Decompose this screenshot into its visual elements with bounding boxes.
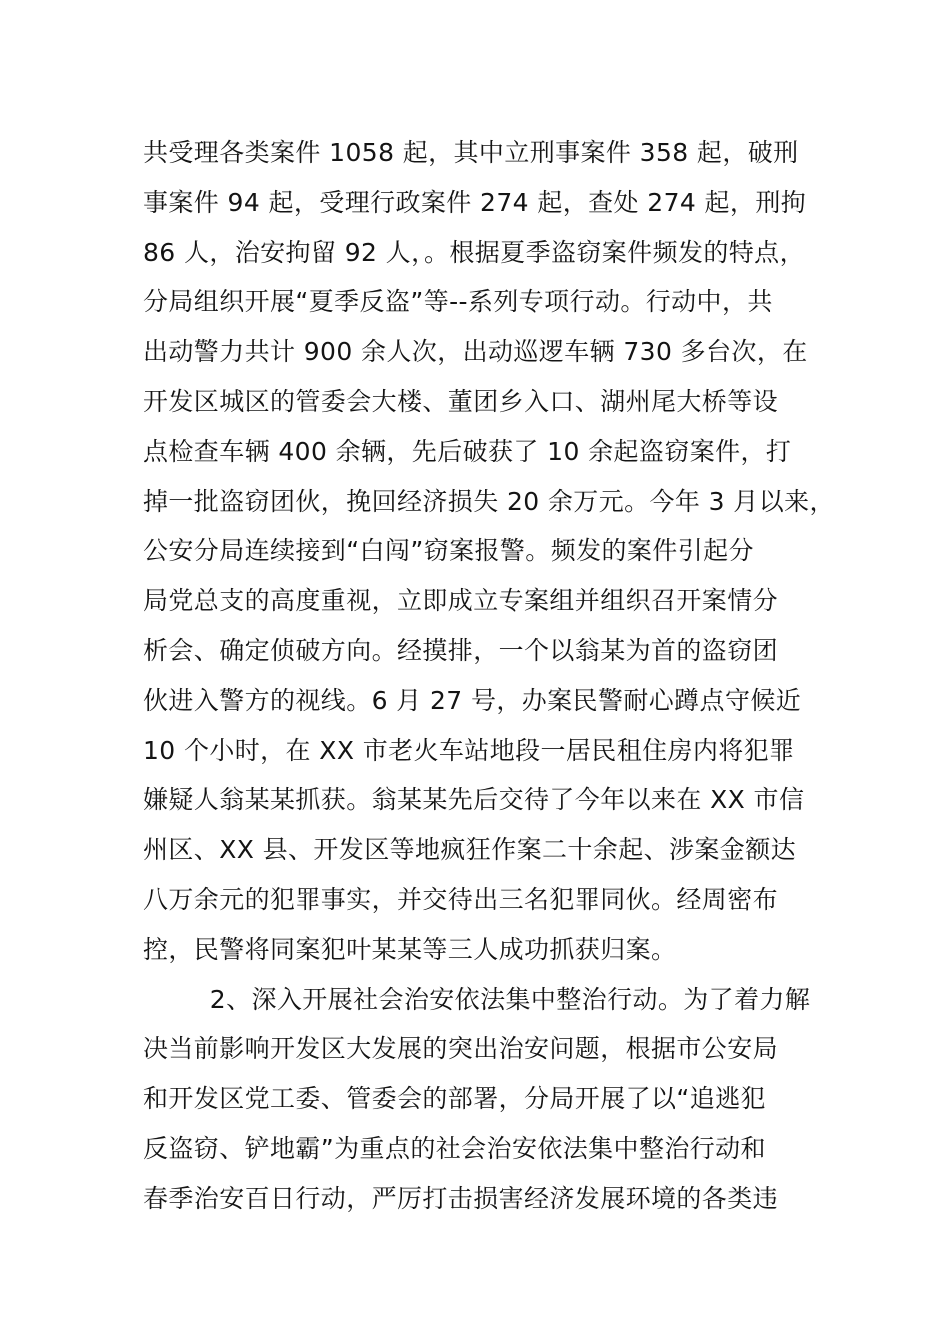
text-line: 决当前影响开发区大发展的突出治安问题，根据市公安局 bbox=[143, 1034, 779, 1064]
text-line: 析会、确定侦破方向。经摸排，一个以翁某为首的盗窃团 bbox=[143, 635, 779, 665]
text-line: 开发区城区的管委会大楼、董团乡入口、湖州尾大桥等设 bbox=[143, 386, 779, 416]
text-line: 出动警力共计 900 余人次，出动巡逻车辆 730 多台次，在 bbox=[143, 337, 808, 367]
text-line: 局党总支的高度重视，立即成立专案组并组织召开案情分 bbox=[143, 586, 779, 616]
text-line: 点检查车辆 400 余辆，先后破获了 10 余起盗窃案件，打 bbox=[143, 436, 792, 466]
text-line: 嫌疑人翁某某抓获。翁某某先后交待了今年以来在 XX 市信 bbox=[143, 785, 805, 815]
body-text bbox=[143, 128, 843, 1224]
text-line: 州区、XX 县、开发区等地疯狂作案二十余起、涉案金额达 bbox=[143, 835, 797, 865]
text-line: 分局组织开展“夏季反盗”等--系列专项行动。行动中，共 bbox=[143, 287, 773, 317]
text-line: 春季治安百日行动，严厉打击损害经济发展环境的各类违 bbox=[143, 1183, 779, 1213]
text-line: 八万余元的犯罪事实，并交待出三名犯罪同伙。经周密布 bbox=[143, 884, 779, 914]
text-line: 掉一批盗窃团伙，挽回经济损失 20 余万元。今年 3 月以来， bbox=[143, 486, 835, 516]
text-line: 事案件 94 起，受理行政案件 274 起，查处 274 起，刑拘 bbox=[143, 187, 807, 217]
text-line: 公安分局连续接到“白闯”窃案报警。频发的案件引起分 bbox=[143, 536, 754, 566]
text-line: 伙进入警方的视线。6 月 27 号，办案民警耐心蹲点守候近 bbox=[143, 685, 802, 715]
text-line: 共受理各类案件 1058 起，其中立刑事案件 358 起，破刑 bbox=[143, 138, 799, 167]
text-line: 10 个小时，在 XX 市老火车站地段一居民租住房内将犯罪 bbox=[143, 735, 795, 765]
text-line: 86 人，治安拘留 92 人，。根据夏季盗窃案件频发的特点， bbox=[143, 237, 805, 267]
text-line: 控，民警将同案犯叶某某等三人成功抓获归案。 bbox=[143, 934, 677, 964]
text-line: 和开发区党工委、管委会的部署，分局开展了以“追逃犯 bbox=[143, 1084, 766, 1114]
text-line: 反盗窃、铲地霸”为重点的社会治安依法集中整治行动和 bbox=[143, 1133, 766, 1163]
text-line: 2、深入开展社会治安依法集中整治行动。为了着力解 bbox=[143, 984, 811, 1014]
